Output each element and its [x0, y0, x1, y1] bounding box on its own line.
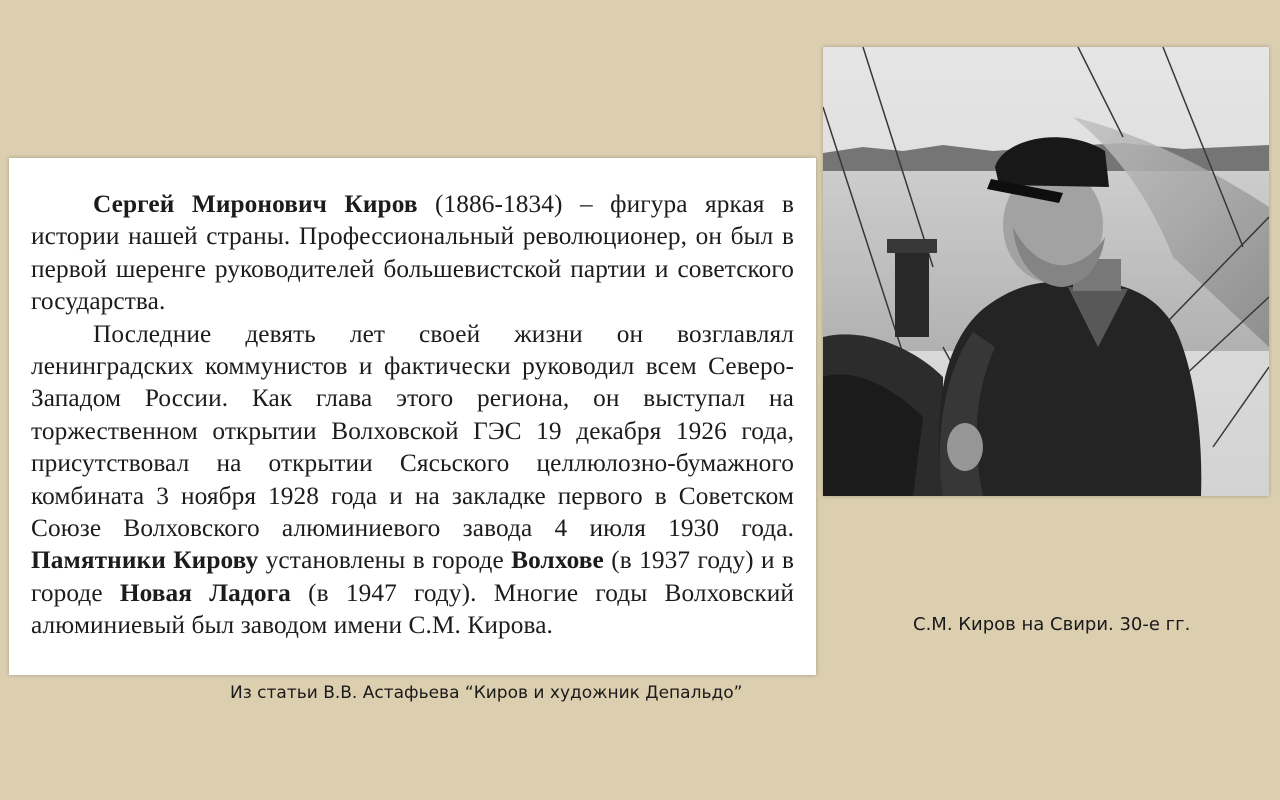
article-text-span: (в 1937 году) и в городе [31, 546, 794, 607]
article-paragraph-2 [31, 318, 794, 642]
photo-illustration [823, 47, 1269, 496]
historical-photo [823, 47, 1269, 496]
article-paragraph-1 [31, 188, 794, 318]
article-bold-volkhov: Волхове [511, 546, 604, 575]
article-text-span: (в 1947 году). Многие годы Волховский алюминиевый был заводом имени С.М. Кирова. [31, 578, 795, 640]
source-caption: Из статьи В.В. Астафьева “Киров и художник Депальдо” [230, 683, 743, 703]
article-name-bold: Сергей Миронович Киров [93, 190, 418, 218]
article-bold-monuments: Памятники Кирову [31, 546, 259, 575]
article-text-span: (1886-1834) – фигура яркая в истории нашей страны. Профессиональный революционер, он был в первой шеренге руководителей большевистской партии и советского государства. [31, 190, 794, 316]
photo-tone [823, 47, 1269, 496]
article-text-span: Последние девять лет своей жизни он возглавлял ленинградских коммунистов и фактически руководил всем Северо-Западом России. Как глава этого региона, он выступал на торжественном открытии Волховской ГЭС 19 декабря 1926 года, присутствовал на открытии Сясьского целлюлозно-бумажного комбината 3 ноября 1928 года и на закладке первого в Советском Союзе Волховского алюминиевого завода 4 июля 1930 года. [31, 319, 794, 543]
article-bold-novaya-ladoga: Новая Ладога [119, 578, 291, 607]
article-excerpt-panel [9, 158, 816, 675]
article-text-span: установлены в городе [258, 546, 512, 575]
photo-caption: С.М. Киров на Свири. 30-е гг. [913, 614, 1191, 635]
